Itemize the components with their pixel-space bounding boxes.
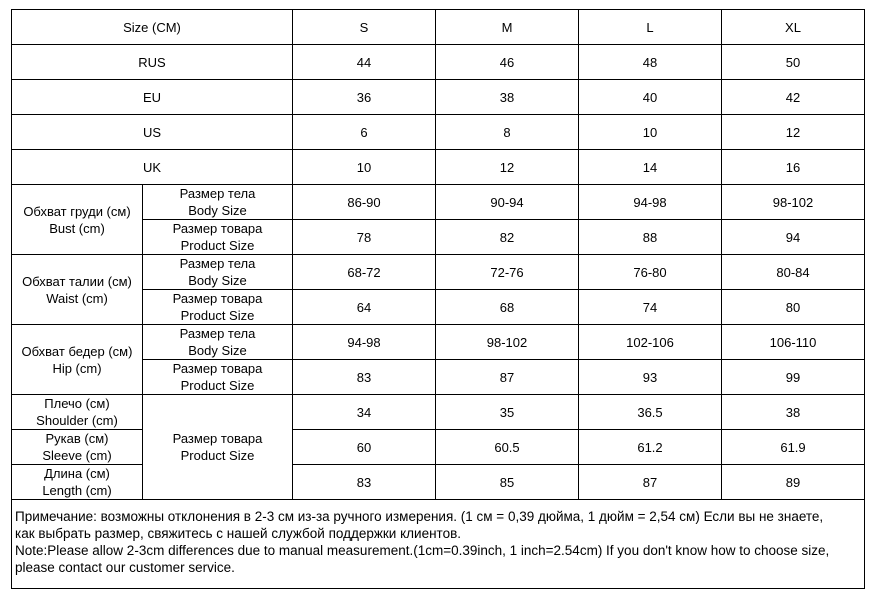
- row-label: US: [12, 115, 293, 150]
- cell-value: 61.2: [579, 430, 722, 465]
- cell-value: 93: [579, 360, 722, 395]
- cell-value: 68: [436, 290, 579, 325]
- cell-value: 35: [436, 395, 579, 430]
- conversion-row-uk: [12, 150, 865, 185]
- cell-value: 87: [436, 360, 579, 395]
- size-header-l: L: [579, 10, 722, 45]
- cell-value: 14: [579, 150, 722, 185]
- cell-value: 16: [722, 150, 865, 185]
- hip-body-row: [12, 325, 865, 360]
- sleeve-label: [12, 430, 143, 465]
- sub-label-en: Product Size: [180, 308, 255, 323]
- cell-value: 102-106: [579, 325, 722, 360]
- size-header-xl: XL: [722, 10, 865, 45]
- cell-value: 44: [293, 45, 436, 80]
- note-line: Примечание: возможны отклонения в 2-3 см из-за ручного измерения. (1 см = 0,39 дюйма, 1 дюйм = 2,54 см) Если вы не знаете,: [15, 509, 824, 524]
- label-ru: Обхват бедер (см): [21, 343, 133, 359]
- conversion-row-us: [12, 115, 865, 150]
- cell-value: 6: [293, 115, 436, 150]
- cell-value: 10: [293, 150, 436, 185]
- bust-label: [12, 185, 143, 255]
- label-ru: Обхват груди (см): [23, 203, 131, 219]
- cell-value: 83: [293, 465, 436, 500]
- cell-value: 90-94: [436, 185, 579, 220]
- length-row: [12, 465, 865, 500]
- cell-value: 74: [579, 290, 722, 325]
- conversion-row-eu: [12, 80, 865, 115]
- cell-value: 12: [722, 115, 865, 150]
- note-line: Note:Please allow 2-3cm differences due to manual measurement.(1cm=0.39inch, 1 inch=2.54cm) If you don't know how to choose size,: [15, 543, 830, 558]
- sub-label-en: Body Size: [188, 203, 247, 218]
- note-line: please contact our customer service.: [15, 560, 235, 575]
- cell-value: 40: [579, 80, 722, 115]
- cell-value: 60: [293, 430, 436, 465]
- sub-label: [143, 360, 293, 395]
- cell-value: 36: [293, 80, 436, 115]
- cell-value: 10: [579, 115, 722, 150]
- label-ru: Длина (см): [44, 466, 110, 481]
- cell-value: 106-110: [722, 325, 865, 360]
- cell-value: 89: [722, 465, 865, 500]
- row-label: UK: [12, 150, 293, 185]
- cell-value: 98-102: [436, 325, 579, 360]
- conversion-row-rus: [12, 45, 865, 80]
- cell-value: 76-80: [579, 255, 722, 290]
- cell-value: 42: [722, 80, 865, 115]
- sub-label-en: Product Size: [180, 448, 255, 463]
- cell-value: 98-102: [722, 185, 865, 220]
- label-en: Sleeve (cm): [42, 448, 112, 463]
- sub-label-ru: Размер товара: [172, 361, 263, 376]
- cell-value: 68-72: [293, 255, 436, 290]
- hip-label: [12, 325, 143, 395]
- cell-value: 80-84: [722, 255, 865, 290]
- cell-value: 46: [436, 45, 579, 80]
- note-text: [12, 500, 865, 589]
- cell-value: 87: [579, 465, 722, 500]
- cell-value: 94: [722, 220, 865, 255]
- cell-value: 88: [579, 220, 722, 255]
- size-chart-table: [11, 9, 865, 589]
- label-ru: Обхват талии (см): [22, 273, 132, 289]
- label-en: Bust (cm): [49, 220, 105, 236]
- label-en: Shoulder (cm): [36, 413, 118, 428]
- row-label: RUS: [12, 45, 293, 80]
- cell-value: 50: [722, 45, 865, 80]
- waist-label: [12, 255, 143, 325]
- header-label: Size (CM): [12, 10, 293, 45]
- cell-value: 12: [436, 150, 579, 185]
- note-line: как выбрать размер, свяжитесь с нашей службой поддержки клиентов.: [15, 526, 462, 541]
- sleeve-row: [12, 430, 865, 465]
- cell-value: 94-98: [579, 185, 722, 220]
- sub-label-ru: Размер товара: [172, 221, 263, 236]
- cell-value: 48: [579, 45, 722, 80]
- sub-label-en: Product Size: [180, 378, 255, 393]
- size-header-m: M: [436, 10, 579, 45]
- cell-value: 34: [293, 395, 436, 430]
- cell-value: 36.5: [579, 395, 722, 430]
- size-header-s: S: [293, 10, 436, 45]
- cell-value: 72-76: [436, 255, 579, 290]
- sub-label-en: Product Size: [180, 238, 255, 253]
- sub-label: [143, 325, 293, 360]
- sub-label: [143, 220, 293, 255]
- cell-value: 86-90: [293, 185, 436, 220]
- label-ru: Рукав (см): [45, 431, 109, 446]
- shoulder-row: [12, 395, 865, 430]
- cell-value: 85: [436, 465, 579, 500]
- cell-value: 80: [722, 290, 865, 325]
- label-en: Length (cm): [42, 483, 112, 498]
- header-row: [12, 10, 865, 45]
- length-label: [12, 465, 143, 500]
- label-en: Hip (cm): [52, 360, 102, 376]
- cell-value: 8: [436, 115, 579, 150]
- cell-value: 94-98: [293, 325, 436, 360]
- sub-label-en: Body Size: [188, 343, 247, 358]
- sub-label: [143, 290, 293, 325]
- row-label: EU: [12, 80, 293, 115]
- cell-value: 38: [436, 80, 579, 115]
- product-size-group-label: [143, 395, 293, 500]
- cell-value: 83: [293, 360, 436, 395]
- waist-body-row: [12, 255, 865, 290]
- sub-label-ru: Размер товара: [172, 431, 263, 446]
- shoulder-label: [12, 395, 143, 430]
- cell-value: 60.5: [436, 430, 579, 465]
- cell-value: 64: [293, 290, 436, 325]
- sub-label-ru: Размер тела: [179, 186, 256, 201]
- label-ru: Плечо (см): [44, 396, 110, 411]
- cell-value: 99: [722, 360, 865, 395]
- sub-label-ru: Размер товара: [172, 291, 263, 306]
- cell-value: 82: [436, 220, 579, 255]
- label-en: Waist (cm): [46, 290, 108, 306]
- note-row: [12, 500, 865, 589]
- bust-body-row: [12, 185, 865, 220]
- sub-label-ru: Размер тела: [179, 326, 256, 341]
- cell-value: 61.9: [722, 430, 865, 465]
- cell-value: 38: [722, 395, 865, 430]
- sub-label: [143, 255, 293, 290]
- cell-value: 78: [293, 220, 436, 255]
- sub-label-en: Body Size: [188, 273, 247, 288]
- sub-label: [143, 185, 293, 220]
- sub-label-ru: Размер тела: [179, 256, 256, 271]
